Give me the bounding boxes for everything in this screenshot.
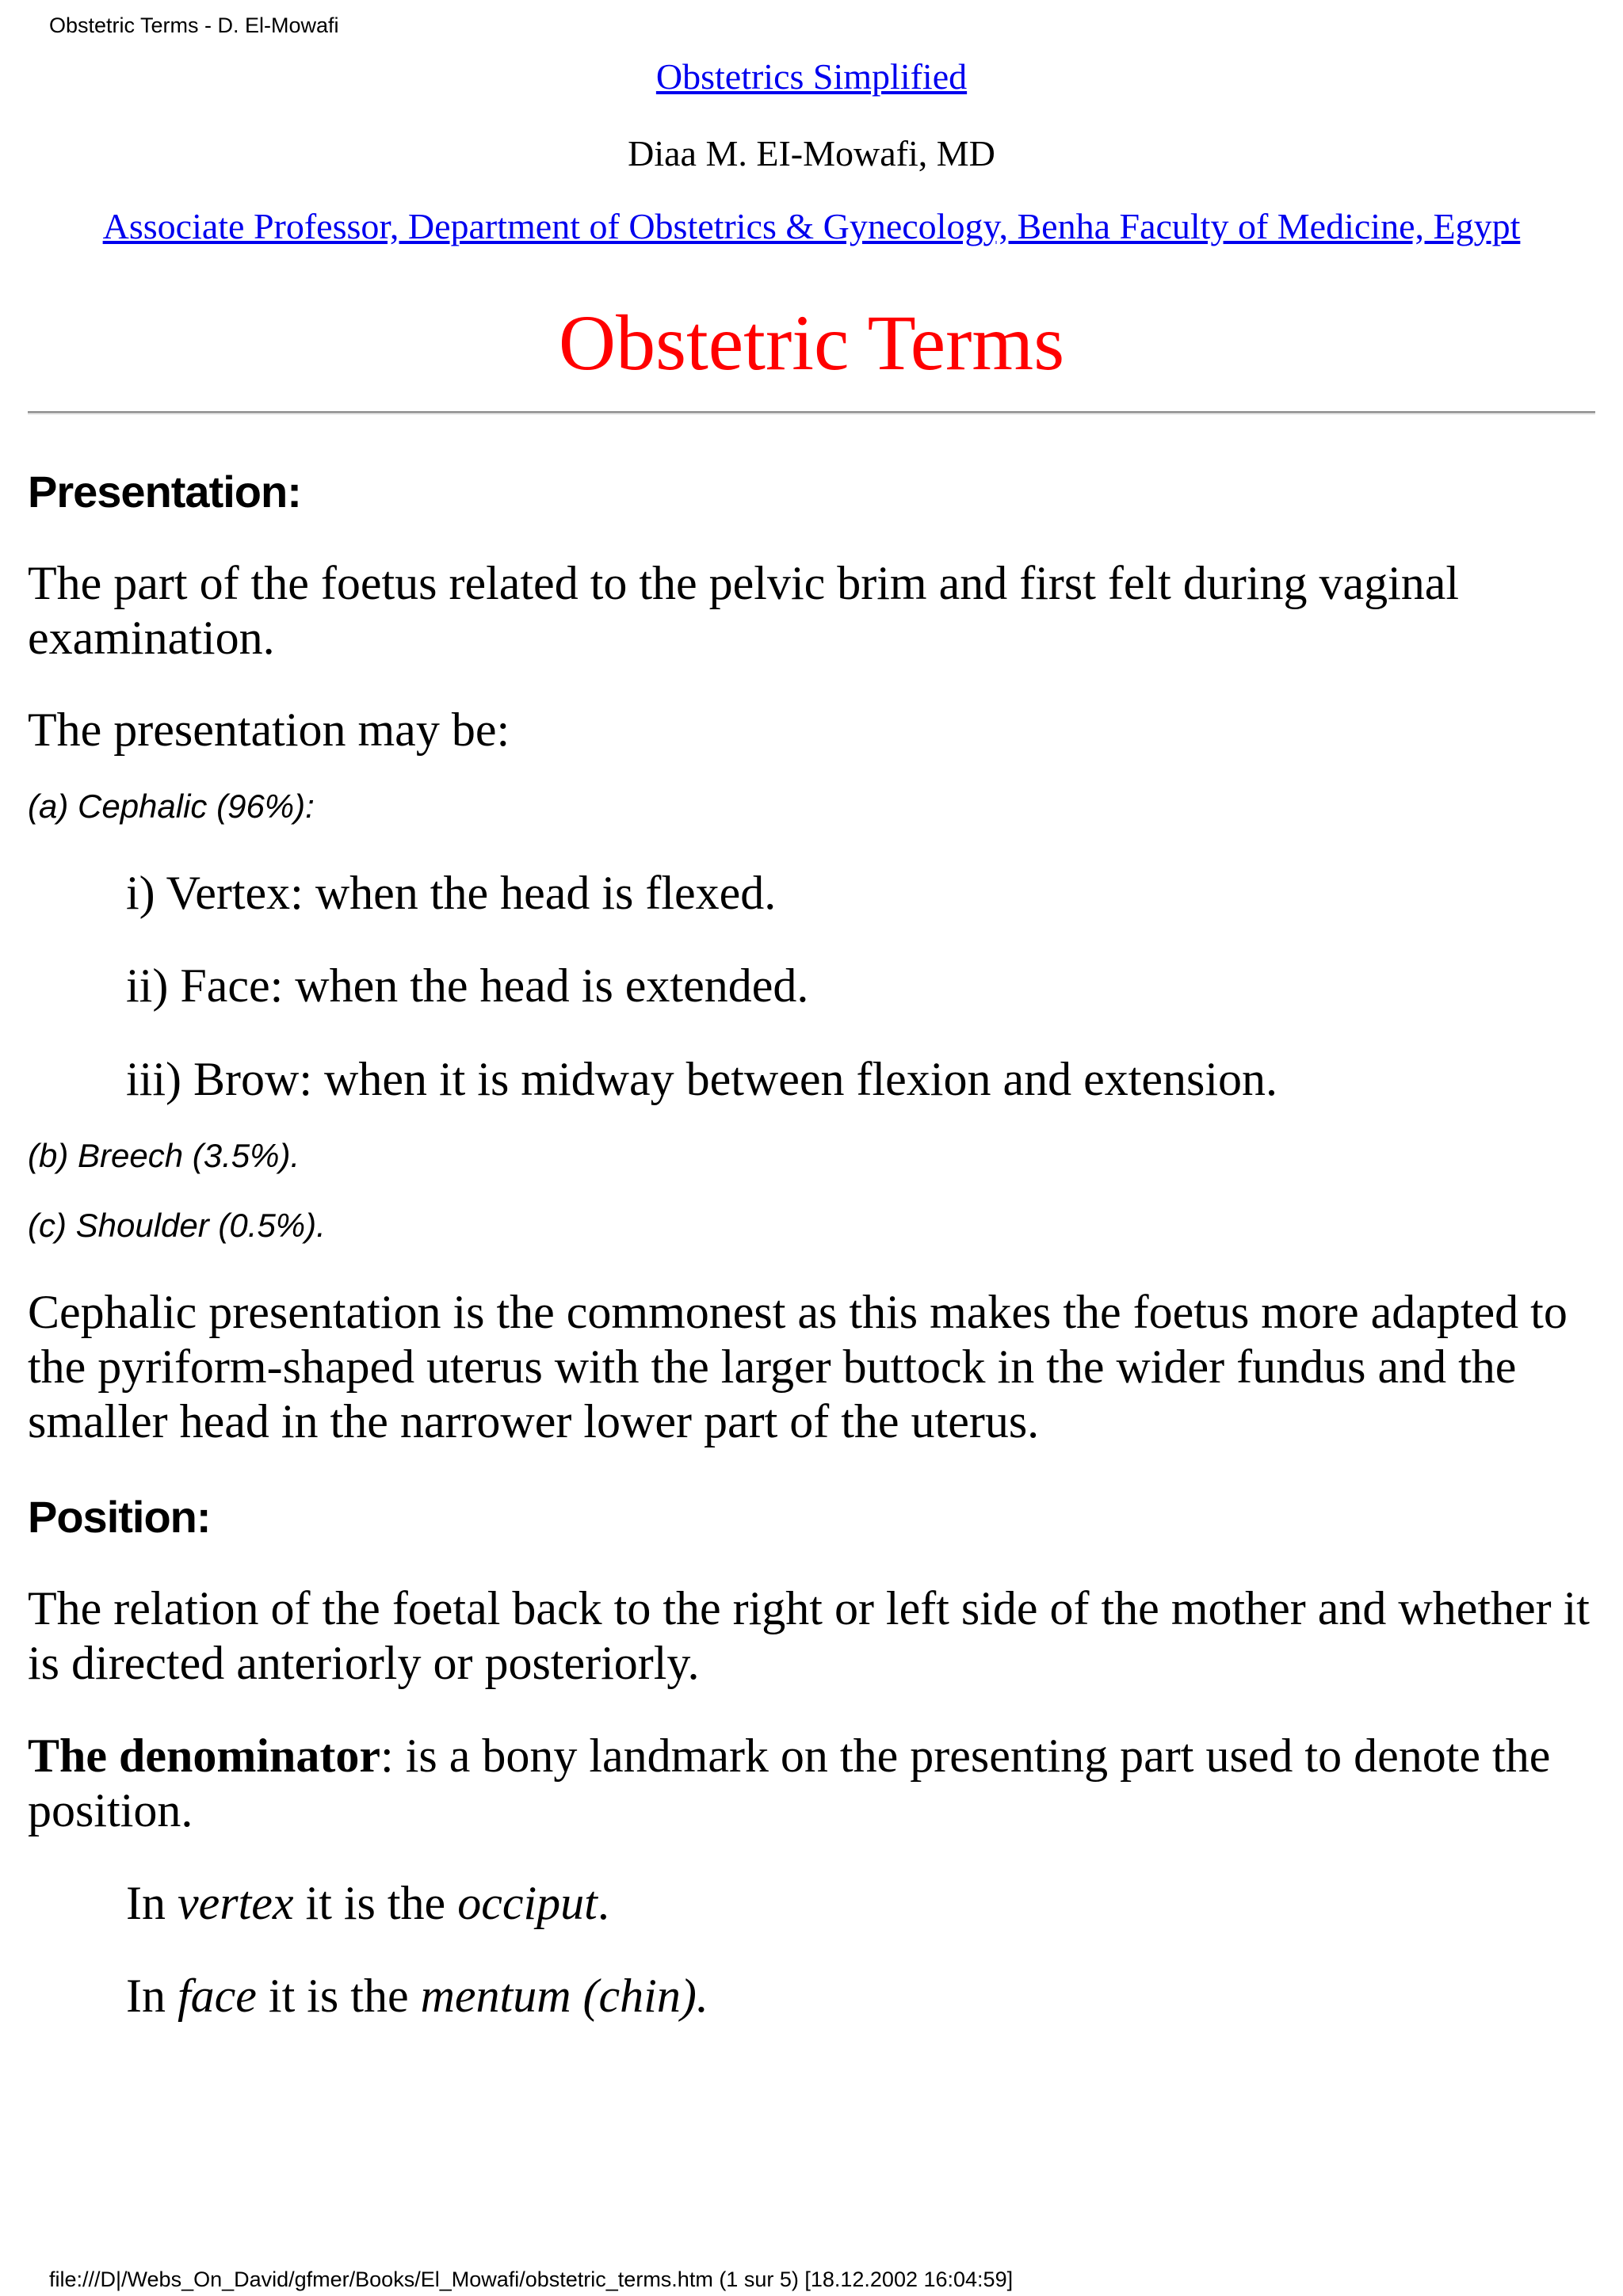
vertex-denominator-line xyxy=(126,1876,609,1931)
horizontal-divider xyxy=(28,411,1595,414)
face-term: face xyxy=(177,1970,257,2022)
line-middle: it is the xyxy=(293,1877,458,1929)
occiput-term: occiput xyxy=(457,1877,598,1929)
print-header: Obstetric Terms - D. El-Mowafi xyxy=(49,13,339,37)
denominator-text: : is a bony landmark on the presenting part used to denote the position. xyxy=(28,1730,1551,1836)
presentation-heading: Presentation: xyxy=(28,467,301,517)
face-item: ii) Face: when the head is extended. xyxy=(126,959,809,1012)
vertex-term: vertex xyxy=(177,1877,294,1929)
brow-item: iii) Brow: when it is midway between flexion and extension. xyxy=(126,1053,1278,1105)
presentation-intro: The presentation may be: xyxy=(28,704,510,756)
shoulder-label: (c) Shoulder (0.5%). xyxy=(28,1207,326,1244)
denominator-definition xyxy=(28,1729,1595,1838)
presentation-definition: The part of the foetus related to the pelvic brim and first felt during vaginal examination. xyxy=(28,557,1460,664)
line-prefix: In xyxy=(126,1970,178,2022)
line-prefix: In xyxy=(126,1877,178,1929)
page-title: Obstetric Terms xyxy=(558,299,1065,387)
face-denominator-line xyxy=(126,1969,708,2023)
position-definition: The relation of the foetal back to the right or left side of the mother and whether it is directed anteriorly or posteriorly. xyxy=(28,1582,1590,1689)
position-heading: Position: xyxy=(28,1492,211,1542)
affiliation-link[interactable]: Associate Professor, Department of Obstetrics & Gynecology, Benha Faculty of Medicine, Egypt xyxy=(102,206,1521,246)
denominator-term: The denominator xyxy=(28,1730,381,1782)
breech-label: (b) Breech (3.5%). xyxy=(28,1137,300,1174)
cephalic-note: Cephalic presentation is the commonest as this makes the foetus more adapted to the pyriform-shaped uterus with the larger buttock in the wider fundus and the smaller head in the narrower lower part of the uterus. xyxy=(28,1286,1568,1447)
vertex-item: i) Vertex: when the head is flexed. xyxy=(126,867,777,919)
book-title-line xyxy=(28,49,1595,105)
print-footer: file:///D|/Webs_On_David/gfmer/Books/El_Mowafi/obstetric_terms.htm (1 sur 5) [18.12.2002 16:04:59] xyxy=(49,2267,1014,2291)
cephalic-label: (a) Cephalic (96%): xyxy=(28,788,315,825)
book-title-link[interactable]: Obstetrics Simplified xyxy=(655,56,968,97)
mentum-term: mentum (chin). xyxy=(420,1970,708,2022)
line-middle: it is the xyxy=(256,1970,421,2022)
author-name: Diaa M. EI-Mowafi, MD xyxy=(628,133,995,174)
affiliation-line xyxy=(28,199,1595,254)
line-suffix: . xyxy=(597,1877,609,1929)
